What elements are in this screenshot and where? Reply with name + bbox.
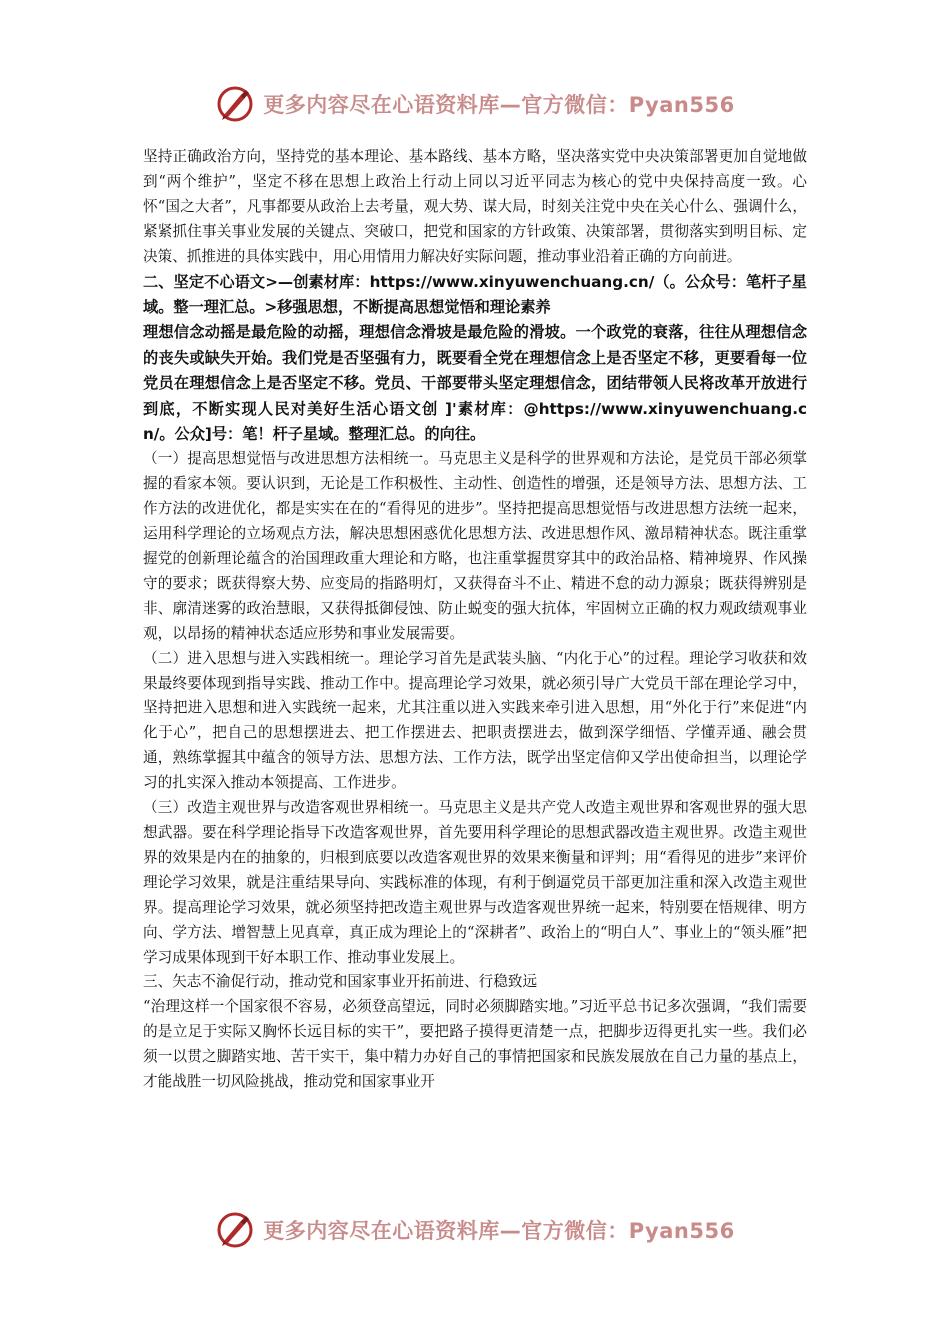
paragraph-political-direction: 坚持正确政治方向，坚持党的基本理论、基本路线、基本方略，坚决落实党中央决策部署更加自觉地做到“两个维护”，坚定不移在思想上政治上行动上同以习近平同志为核心的党中央保持高度一致。心怀“国之大者”，凡事都要从政治上去考量，观大势、谋大局，时刻关注党中央在关心什么、强调什么，紧紧抓住事关事业发展的关键点、突破口，把党和国家的方针政策、决策部署，贯彻落实到明目标、定决策、抓推进的具体实践中，用心用情用力解决好实际问题，推动事业沿着正确的方向前进。 [143,148,807,265]
footer-banner-text: 更多内容尽在心语资料库—官方微信：Pyan556 [263,1219,735,1243]
section-heading-2: 二、坚定不心语文>—创素材库：https://www.xinyuwenchuang.cn/（。公众号：笔杆子星域。整一理汇总。>移强思想，不断提高思想觉悟和理论素养 [143,272,807,316]
paragraph-governance: “治理这样一个国家很不容易，必须登高望远，同时必须脚踏实地。”习近平总书记多次强调，“我们需要的是立足于实际又胸怀长远目标的实干”，要把路子摸得更清楚一点，把脚步迈得更扎实一些。我们必须一以贯之脚踏实地、苦干实干，集中精力办好自己的事情把国家和民族发展放在自己力量的基点上，才能战胜一切风险挑战，推动党和国家事业开 [143,998,807,1091]
section-heading-3: 三、矢志不渝促行动，推动党和国家事业开拓前进、行稳致远 [143,973,538,991]
document-body [143,145,807,1095]
paragraph-point-2: （二）进入思想与进入实践相统一。理论学习首先是武装头脑、“内化于心”的过程。理论学习收获和效果最终要体现到指导实践、推动工作中。提高理论学习效果，就必须引导广大党员干部在理论学习中，坚持把进入思想和进入实践统一起来，尤其注重以进入实践来牵引进入思想，用“外化于行”来促进“内化于心”，把自己的思想摆进去、把工作摆进去、把职责摆进去，做到深学细悟、学懂弄通、融会贯通，熟练掌握其中蕴含的领导方法、思想方法、工作方法，既学出坚定信仰又学出使命担当，以理论学习的扎实深入推动本领提高、工作进步。 [143,649,807,792]
paragraph-point-3: （三）改造主观世界与改造客观世界相统一。马克思主义是共产党人改造主观世界和客观世界的强大思想武器。要在科学理论指导下改造客观世界，首先要用科学理论的思想武器改造主观世界。改造主观世界的效果是内在的抽象的，归根到底要以改造客观世界的效果来衡量和评判；用“看得见的进步”来评价理论学习效果，就是注重结果导向、实践标准的体现，有利于倒逼党员干部更加注重和深入改造主观世界。提高理论学习效果，就必须坚持把改造主观世界与改造客观世界统一起来，特别要在悟规律、明方向、学方法、增智慧上见真章，真正成为理论上的“深耕者”、政治上的“明白人”、事业上的“领头雁”把学习成果体现到干好本职工作、推动事业发展上。 [143,799,807,966]
header-banner-inner [215,84,734,124]
footer-banner-inner [215,1210,734,1250]
header-banner-text: 更多内容尽在心语资料库—官方微信：Pyan556 [263,93,735,117]
header-banner [0,82,950,126]
footer-banner [0,1208,950,1252]
paragraph-point-1: （一）提高思想觉悟与改进思想方法相统一。马克思主义是科学的世界观和方法论，是党员干部必须掌握的看家本领。要认识到，无论是工作积极性、主动性、创造性的增强，还是领导方法、思想方法、工作方法的改进优化，都是实实在在的“看得见的进步”。坚持把提高思想觉悟与改进思想方法统一起来，运用科学理论的立场观点方法，解决思想困惑优化思想方法、改进思想作风、激昂精神状态。既注重掌握党的创新理论蕴含的治国理政重大理论和方略，也注重掌握贯穿其中的政治品格、精神境界、作风操守的要求；既获得察大势、应变局的指路明灯，又获得奋斗不止、精进不怠的动力源泉；既获得辨别是非、廓清迷雾的政治慧眼，又获得抵御侵蚀、防止蜕变的强大抗体，牢固树立正确的权力观政绩观事业观，以昂扬的精神状态适应形势和事业发展需要。 [143,450,807,642]
pen-logo-icon [215,1210,255,1250]
pen-logo-icon [215,84,255,124]
paragraph-ideals-beliefs: 理想信念动摇是最危险的动摇，理想信念滑坡是最危险的滑坡。一个政党的衰落，往往从理想信念的丧失或缺失开始。我们党是否坚强有力，既要看全党在理想信念上是否坚定不移，更要看每一位党员在理想信念上是否坚定不移。党员、干部要带头坚定理想信念，团结带领人民将改革开放进行到底，不断实现人民对美好生活心语文创 ]'素材库：@https://www.xinyuwenchuang.cn/。公众]号：笔！杆子星域。整理汇总。的向往。 [143,323,807,443]
